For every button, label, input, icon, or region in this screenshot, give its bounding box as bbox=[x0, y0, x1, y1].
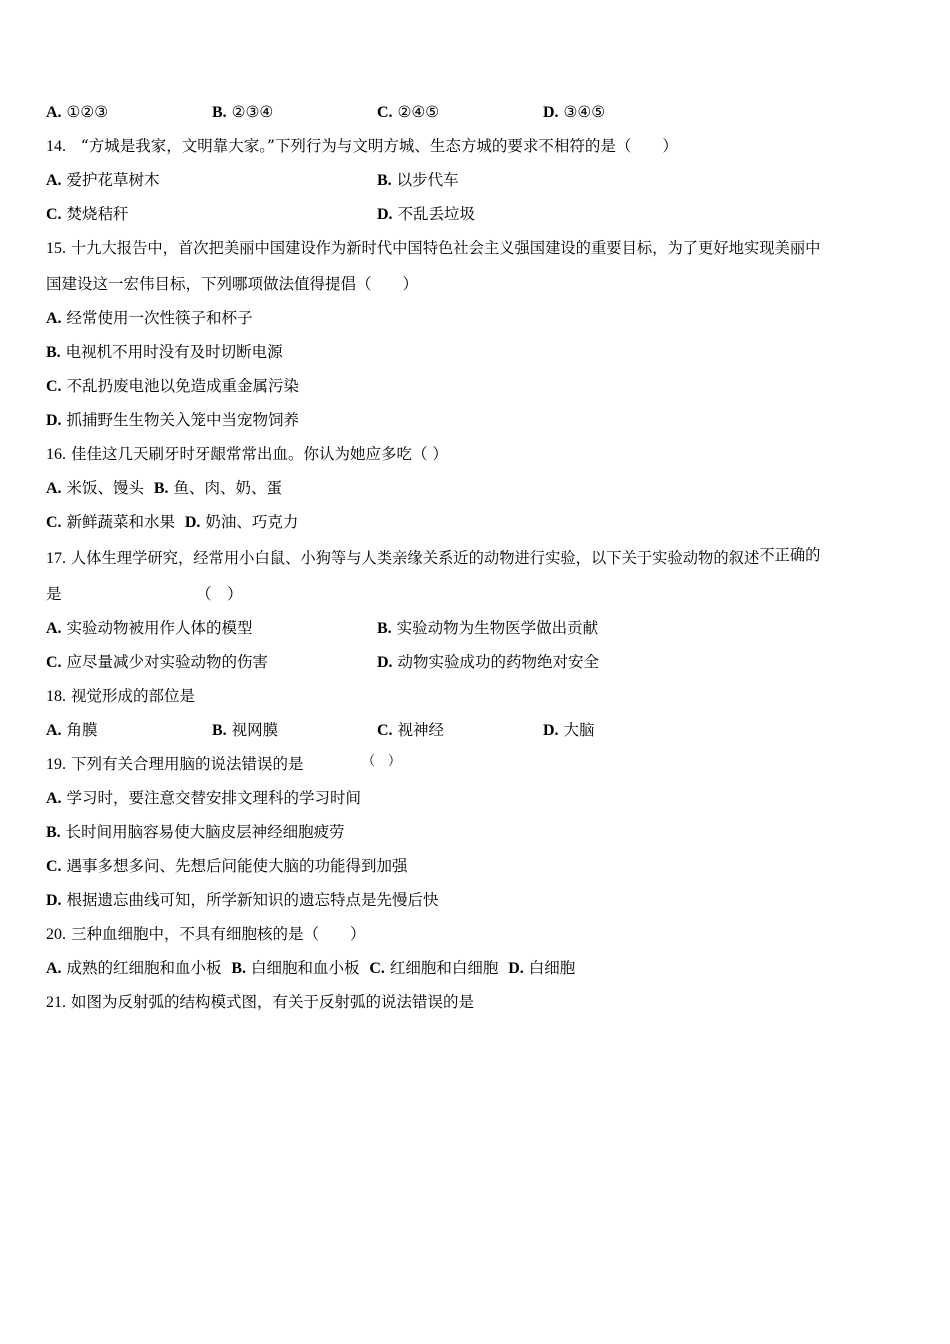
q13-option-d: D. ③④⑤ bbox=[543, 103, 606, 121]
q18-option-b: B. 视网膜 bbox=[212, 721, 279, 739]
q19-answer-blank: （ ） bbox=[362, 754, 402, 769]
q14-stem: 14. “方城是我家，文明靠大家。”下列行为与文明方城、生态方城的要求不相符的是（ ） bbox=[46, 137, 678, 155]
q16-options-row1: A. 米饭、馒头 B. 鱼、肉、奶、蛋 bbox=[46, 479, 282, 497]
q19-option-d: D. 根据遗忘曲线可知，所学新知识的遗忘特点是先慢后快 bbox=[46, 891, 439, 909]
q17-option-c: C. 应尽量减少对实验动物的伤害 bbox=[46, 653, 269, 671]
q15-stem-line1: 15. 十九大报告中，首次把美丽中国建设作为新时代中国特色社会主义强国建设的重要目标，为了更好地实现美丽中 bbox=[46, 239, 821, 257]
q17-option-a: A. 实验动物被用作人体的模型 bbox=[46, 619, 253, 637]
q17-stem-line2: 是 bbox=[46, 585, 62, 603]
q19-option-c: C. 遇事多想多问、先想后问能使大脑的功能得到加强 bbox=[46, 857, 408, 875]
q17-answer-blank: （ ） bbox=[196, 585, 243, 603]
q20-stem: 20. 三种血细胞中，不具有细胞核的是（ ） bbox=[46, 925, 366, 943]
q19-option-b: B. 长时间用脑容易使大脑皮层神经细胞疲劳 bbox=[46, 823, 345, 841]
q20-options-row: A. 成熟的红细胞和血小板 B. 白细胞和血小板 C. 红细胞和白细胞 D. 白细胞 bbox=[46, 959, 576, 977]
q14-option-a: A. 爱护花草树木 bbox=[46, 171, 160, 189]
q17-option-b: B. 实验动物为生物医学做出贡献 bbox=[377, 619, 599, 637]
q14-option-b: B. 以步代车 bbox=[377, 171, 459, 189]
q15-option-b: B. 电视机不用时没有及时切断电源 bbox=[46, 343, 283, 361]
q17-option-d: D. 动物实验成功的药物绝对安全 bbox=[377, 653, 600, 671]
q16-options-row2: C. 新鲜蔬菜和水果 D. 奶油、巧克力 bbox=[46, 513, 299, 531]
q16-stem: 16. 佳佳这几天刷牙时牙龈常常出血。你认为她应多吃（ ） bbox=[46, 445, 448, 463]
q17-stem-raised: 不正确的 bbox=[759, 546, 821, 564]
q14-option-c: C. 焚烧秸秆 bbox=[46, 205, 129, 223]
q17-stem-line1: 17. 人体生理学研究，经常用小白鼠、小狗等与人类亲缘关系近的动物进行实验，以下关于实验动物的叙述不正确的 bbox=[46, 546, 821, 567]
q15-option-c: C. 不乱扔废电池以免造成重金属污染 bbox=[46, 377, 300, 395]
q14-option-d: D. 不乱丢垃圾 bbox=[377, 205, 476, 223]
q18-option-d: D. 大脑 bbox=[543, 721, 595, 739]
q19-option-a: A. 学习时，要注意交替安排文理科的学习时间 bbox=[46, 789, 362, 807]
q18-option-a: A. 角膜 bbox=[46, 721, 98, 739]
q13-option-a: A. ①②③ bbox=[46, 103, 109, 121]
q15-option-a: A. 经常使用一次性筷子和杯子 bbox=[46, 309, 253, 327]
q13-option-c: C. ②④⑤ bbox=[377, 103, 440, 121]
q18-option-c: C. 视神经 bbox=[377, 721, 445, 739]
q13-option-b: B. ②③④ bbox=[212, 103, 274, 121]
q15-stem-line2: 国建设这一宏伟目标，下列哪项做法值得提倡（ ） bbox=[46, 275, 419, 293]
q21-stem: 21. 如图为反射弧的结构模式图，有关于反射弧的说法错误的是 bbox=[46, 993, 474, 1011]
q18-stem: 18. 视觉形成的部位是 bbox=[46, 687, 195, 705]
q15-option-d: D. 抓捕野生生物关入笼中当宠物饲养 bbox=[46, 411, 300, 429]
q19-stem: 19. 下列有关合理用脑的说法错误的是 bbox=[46, 755, 304, 773]
